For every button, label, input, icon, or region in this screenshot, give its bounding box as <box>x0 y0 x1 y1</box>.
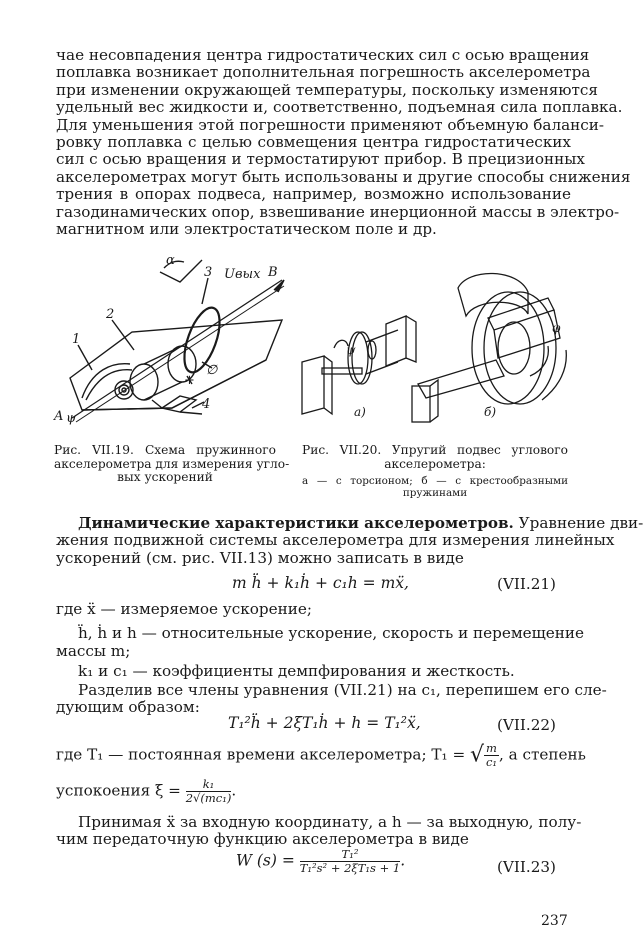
text-line: удельный вес жидкости и, соответственно, подъемная сила поплавка. <box>56 98 623 117</box>
caption-line: Рис. VII.19. Схема пружинного <box>54 443 276 457</box>
accept-paragraph <box>56 813 582 849</box>
figure-vii-20-legend <box>302 475 568 499</box>
text-line: Разделив все члены уравнения (VII.21) на c₁, перепишем его сле- <box>78 681 607 699</box>
text-line: магнитном или электростатическом поле и др. <box>56 220 437 239</box>
equation-vii-22: T₁²ḧ + 2ξT₁ḣ + h = T₁²ẍ, <box>228 714 421 732</box>
part-2-label: 2 <box>106 307 115 322</box>
equation-vii-22-number: (VII.22) <box>497 716 556 734</box>
text-line: ускорений (см. рис. VII.13) можно записать в виде <box>56 548 464 567</box>
legend-line: пружинами <box>402 487 468 499</box>
figure-vii-20-caption <box>302 444 568 471</box>
time-constant-fraction <box>484 742 499 769</box>
divide-paragraph <box>56 681 607 717</box>
time-constant-suffix: , а степень <box>498 745 586 764</box>
text-line: дующим образом: <box>56 698 200 717</box>
text-line: Принимая ẍ за входную координату, а h — за выходную, полу- <box>78 813 582 831</box>
equation-vii-21: m ḧ + k₁ḣ + c₁h = mẍ, <box>232 574 409 592</box>
equation-vii-23-number: (VII.23) <box>497 858 556 876</box>
fraction-numerator: m <box>486 741 497 755</box>
time-constant-text: где T₁ — постоянная времени акселерометра; T₁ = <box>56 745 466 764</box>
where-line: ḧ, ḣ и h — относительные ускорение, скорость и перемещение <box>78 624 584 642</box>
fraction-denominator: 2√(mc₁) <box>185 791 232 805</box>
figure-vii-19-drawing <box>52 250 292 432</box>
text-line: Для уменьшения этой погрешности применяют объемную баланси- <box>56 115 605 134</box>
psi-a-label: ψ <box>346 343 356 357</box>
text-line: ровку поплавка с целью совмещения центра гидростатических <box>56 133 571 152</box>
where-line: где ẍ — измеряемое ускорение; <box>56 600 312 618</box>
alpha-label: α <box>166 253 175 268</box>
damping-line <box>56 778 236 805</box>
page-number: 237 <box>541 913 568 929</box>
damping-text: успокоения ξ = <box>56 781 181 800</box>
fraction-numerator: k₁ <box>186 778 232 792</box>
psi-label: ψ <box>66 411 77 426</box>
figure-a-label: а) <box>354 405 366 419</box>
fraction-denominator: T₁²s² + 2ξT₁s + 1 <box>299 861 401 875</box>
psi-b-label: φ <box>552 321 561 335</box>
text-line: чим передаточную функцию акселерометра в виде <box>56 830 469 849</box>
section-heading: Динамические характеристики акселерометров. <box>78 514 514 532</box>
where-line: k₁ и c₁ — коэффициенты демпфирования и жесткость. <box>78 662 515 680</box>
text-line: газодинамических опор, взвешивание инерционной массы в электро- <box>56 202 620 221</box>
b-label: B <box>268 265 278 280</box>
fraction-numerator: T₁² <box>300 848 400 862</box>
time-constant-line <box>56 742 586 769</box>
caption-line: Рис. VII.20. Упругий подвес углового <box>302 443 568 457</box>
text-line: акселерометрах могут быть использованы и другие способы снижения <box>56 167 631 186</box>
u-out-label: Uвых <box>224 267 261 282</box>
sqrt-sign: √ <box>470 742 485 768</box>
text-line: сил с осью вращения и термостатируют прибор. В прецизионных <box>56 150 585 169</box>
caption-line: вых ускорений <box>117 470 213 485</box>
transfer-function-lhs: W (s) = <box>236 851 295 870</box>
text-line: жения подвижной системы акселерометра для измерения линейных <box>56 531 615 550</box>
part-3-label: 3 <box>204 265 213 280</box>
damping-fraction <box>186 778 232 805</box>
text-line: чае несовпадения центра гидростатических сил с осью вращения <box>56 46 590 64</box>
equation-vii-23 <box>236 848 405 875</box>
section-first-line <box>56 514 643 532</box>
plus-terminal: + <box>184 373 195 388</box>
caption-line: акселерометра для измерения угло- <box>54 456 290 471</box>
part-4-label: 4 <box>202 397 211 412</box>
text-line: при изменении окружающей температуры, поскольку изменяются <box>56 80 599 99</box>
legend-line: а — с торсионом; б — с крестообразными <box>302 475 568 487</box>
part-1-label: 1 <box>72 332 81 347</box>
intro-paragraph <box>56 46 631 239</box>
equation-vii-21-number: (VII.21) <box>497 575 556 593</box>
damping-suffix: . <box>231 781 237 800</box>
figure-vii-20-drawing <box>298 258 578 436</box>
fraction-denominator: c₁ <box>485 755 498 769</box>
text-line: Уравнение дви- <box>518 514 643 532</box>
transfer-function-fraction <box>300 848 400 875</box>
where-line: массы m; <box>56 642 131 660</box>
section-paragraph <box>56 514 643 567</box>
zero-terminal: ∅ <box>206 363 218 378</box>
equation-suffix: . <box>400 851 406 870</box>
figure-vii-19-caption <box>54 443 290 485</box>
caption-line: акселерометра: <box>384 456 486 471</box>
figure-b-label: б) <box>484 405 497 419</box>
text-line: поплавка возникает дополнительная погрешность акселерометра <box>56 63 591 82</box>
a-label: A <box>54 409 64 424</box>
text-line: трения в опорах подвеса, например, возможно использование <box>56 185 571 204</box>
